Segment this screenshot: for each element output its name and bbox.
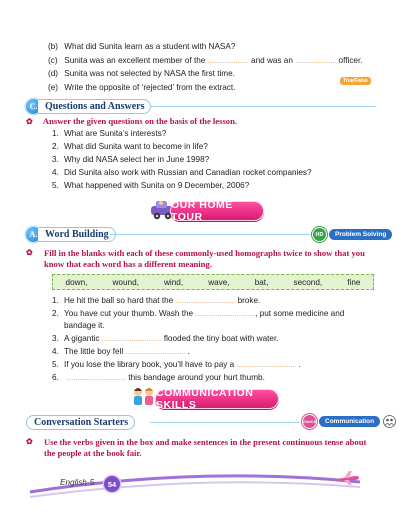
item-text: Did Sunita also work with Russian and Canadian rocket companies? [64, 168, 312, 177]
item-number: 2. [52, 309, 59, 318]
item-text: What happened with Sunita on 9 December, 2006? [64, 181, 250, 190]
word-item: wave, [208, 277, 230, 287]
question-text: Sunita was not selected by NASA the first time. [64, 69, 235, 78]
list-item [52, 168, 312, 178]
flower-bullet-icon: ✿ [26, 437, 33, 446]
word-item: bat, [254, 277, 269, 287]
section-a-header [26, 226, 116, 242]
question-label: (d) [48, 69, 59, 78]
fill-item [52, 296, 260, 307]
question-text-post: officer. [338, 56, 363, 65]
airplane-icon [335, 470, 361, 486]
kids-illustration-icon [130, 385, 158, 409]
communication-skills-banner [155, 389, 279, 409]
blank-line[interactable]: ...................... [295, 59, 337, 65]
fill-item [52, 347, 190, 358]
fill-item [52, 360, 301, 371]
section-c-badge: C. [26, 99, 41, 114]
problem-solving-pill: Problem Solving [329, 229, 392, 240]
question-b [48, 42, 235, 52]
item-text-post: , put some medicine and [255, 309, 345, 318]
item-number: 5. [52, 360, 59, 369]
blank-line[interactable]: ................................ [101, 337, 162, 343]
item-number: 1. [52, 129, 59, 138]
our-home-tour-banner [170, 201, 264, 221]
question-e [48, 83, 235, 93]
fill-item [52, 309, 344, 320]
item-text-post: . [298, 360, 301, 369]
list-item [52, 129, 166, 139]
question-label: (e) [48, 83, 59, 92]
communication-tag [302, 414, 396, 429]
word-item: down, [65, 277, 88, 287]
hd-badge: HD [312, 227, 327, 242]
item-number: 5. [52, 181, 59, 190]
section-c-header [26, 98, 151, 114]
item-number: 4. [52, 347, 59, 356]
question-text-pre: Sunita was an excellent member of the [64, 56, 206, 65]
instruction-text: Answer the given questions on the basis of the lesson. [42, 116, 238, 126]
section-divider [110, 234, 310, 235]
fill-item-continuation [64, 321, 105, 331]
question-text-mid: and was an [251, 56, 293, 65]
footer-book-name: English-5 [60, 478, 95, 487]
item-text-pre: If you lose the library book, you’ll have to pay a [64, 360, 235, 369]
flower-bullet-icon: ✿ [26, 248, 33, 257]
people-icon [383, 415, 396, 428]
fill-item [52, 334, 279, 345]
item-text-post: . [187, 347, 190, 356]
communication-pill: Communication [319, 416, 380, 427]
question-text: Write the opposite of ‘rejected’ from the extract. [64, 83, 236, 92]
conversation-header [26, 414, 135, 430]
list-item [52, 155, 209, 165]
item-number: 2. [52, 142, 59, 151]
section-c-instruction [26, 116, 237, 128]
item-text: What did Sunita want to become in life? [64, 142, 208, 151]
section-a-badge: A. [26, 227, 41, 242]
item-text: What are Sunita’s interests? [64, 129, 167, 138]
question-label: (c) [48, 56, 58, 65]
item-text-pre: A gigantic [64, 334, 100, 343]
blank-line[interactable]: ................................ [236, 363, 297, 369]
word-box [52, 274, 374, 290]
flower-bullet-icon: ✿ [26, 117, 33, 126]
section-divider [150, 422, 300, 423]
blank-line[interactable]: ................................ [125, 350, 186, 356]
blank-line[interactable]: ................................ [175, 299, 236, 305]
question-text: What did Sunita learn as a student with NASA? [64, 42, 236, 51]
item-number: 4. [52, 168, 59, 177]
word-item: second, [293, 277, 323, 287]
item-text-cont: bandage it. [64, 321, 105, 330]
item-number: 1. [52, 296, 59, 305]
question-c [48, 56, 363, 67]
blank-line[interactable]: ................................ [195, 312, 256, 318]
item-text-post: flooded the tiny boat with water. [163, 334, 279, 343]
blank-line[interactable]: ...................... [207, 59, 249, 65]
section-divider [150, 106, 376, 107]
item-number: 3. [52, 334, 59, 343]
banner-title: COMMUNICATION SKILLS [156, 387, 254, 411]
true-false-label: True/False [340, 77, 371, 85]
problem-solving-tag [312, 227, 392, 242]
list-item [52, 181, 249, 191]
page-number: 54 [104, 476, 120, 492]
conversation-title: Conversation Starters [26, 415, 135, 430]
item-text: Why did NASA select her in June 1998? [64, 155, 210, 164]
word-item: wind, [164, 277, 184, 287]
true-false-tag [340, 69, 371, 87]
list-item [52, 142, 208, 152]
item-text-pre: You have cut your thumb. Wash the [64, 309, 194, 318]
section-a-title: Word Building [38, 227, 116, 242]
item-text-post: broke. [237, 296, 261, 305]
question-d [48, 69, 235, 79]
instruction-text: Fill in the blanks with each of these commonly-used homographs twice to show that you know that each word has a different meaning. [44, 248, 365, 269]
conversation-instruction [26, 437, 378, 458]
fill-item [52, 373, 265, 384]
section-c-title: Questions and Answers [38, 99, 151, 114]
item-text-post: this bandage around your hurt thumb. [128, 373, 265, 382]
question-label: (b) [48, 42, 59, 51]
item-number: 3. [52, 155, 59, 164]
21cs-badge: 21stCS [302, 414, 317, 429]
word-item: wound, [112, 277, 139, 287]
item-number: 6. [52, 373, 59, 382]
item-text-pre: The little boy fell [64, 347, 124, 356]
banner-title: OUR HOME TOUR [171, 199, 233, 223]
instruction-text: Use the verbs given in the box and make sentences in the present continuous tense about the people at the book fair. [44, 437, 367, 458]
blank-line[interactable]: ................................ [66, 376, 127, 382]
section-a-instruction [26, 248, 378, 269]
word-item: fine [347, 277, 361, 287]
item-text-pre: He hit the ball so hard that the [64, 296, 174, 305]
